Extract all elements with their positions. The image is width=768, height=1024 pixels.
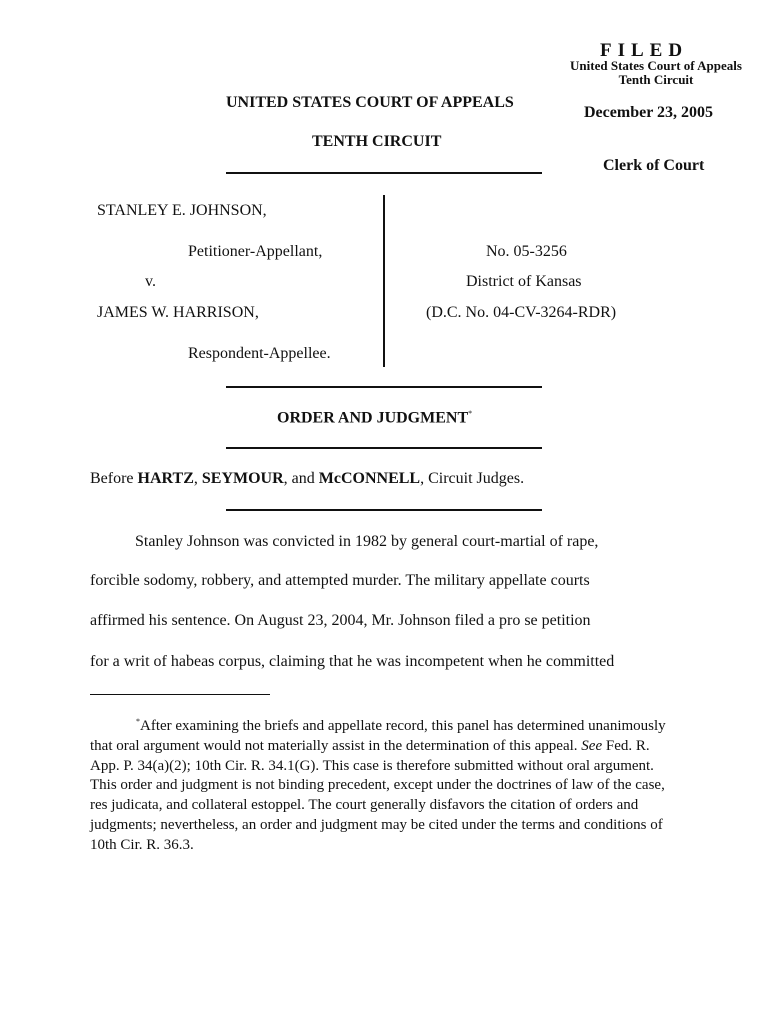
title-rule bbox=[226, 447, 542, 449]
order-title bbox=[277, 409, 472, 427]
filed-stamp-circuit: Tenth Circuit bbox=[618, 72, 694, 87]
district: District of Kansas bbox=[466, 273, 582, 290]
judge-hartz: HARTZ bbox=[137, 470, 194, 487]
case-number: No. 05-3256 bbox=[486, 243, 567, 260]
before-rule bbox=[226, 509, 542, 511]
court-name: UNITED STATES COURT OF APPEALS bbox=[226, 94, 514, 111]
petitioner-name: STANLEY E. JOHNSON, bbox=[97, 202, 267, 219]
petitioner-role: Petitioner-Appellant, bbox=[188, 243, 323, 260]
circuit-name: TENTH CIRCUIT bbox=[312, 133, 442, 150]
caption-rule bbox=[226, 386, 542, 388]
footnote-text-1: After examining the briefs and appellate record, this panel has determined unanimously that oral argument would not materially assist in the determination of this appeal. bbox=[90, 718, 666, 754]
judge-seymour: SEYMOUR bbox=[201, 470, 284, 487]
footnote-text-2: Fed. R. App. P. 34(a)(2); 10th Cir. R. 34.1(G). This case is therefore submitted without oral argument. This order and judgment is not binding precedent, except under the doctrines of law of the case, res judicata, and collateral estoppel. The court generally disfavors the citation of orders and judgments; nevertheless, an order and judgment may be cited under the terms and conditions of 10th Cir. R. 36.3. bbox=[90, 737, 665, 853]
header-rule bbox=[226, 172, 542, 174]
judge-mcconnell: McCONNELL bbox=[318, 470, 421, 487]
clerk-of-court: Clerk of Court bbox=[603, 157, 705, 174]
footnote-marker-ref: * bbox=[136, 717, 140, 726]
footnote bbox=[90, 712, 680, 856]
before-suffix: , Circuit Judges. bbox=[420, 470, 525, 487]
filed-date: December 23, 2005 bbox=[584, 104, 713, 121]
body-line-3: affirmed his sentence. On August 23, 2004, Mr. Johnson filed a pro se petition bbox=[90, 612, 591, 629]
footnote-marker: * bbox=[468, 409, 473, 418]
footnote-rule bbox=[90, 694, 270, 695]
respondent-role: Respondent-Appellee. bbox=[188, 345, 331, 362]
panel-judges bbox=[90, 470, 524, 488]
order-title-text: ORDER AND JUDGMENT bbox=[277, 409, 469, 427]
respondent-name: JAMES W. HARRISON, bbox=[97, 304, 259, 321]
body-line-1: Stanley Johnson was convicted in 1982 by general court-martial of rape, bbox=[135, 533, 599, 550]
before-prefix: Before bbox=[90, 470, 138, 487]
filed-stamp-title: FILED bbox=[600, 40, 689, 61]
filed-stamp-court: United States Court of Appeals bbox=[570, 58, 742, 73]
caption-divider bbox=[383, 195, 385, 367]
body-line-2: forcible sodomy, robbery, and attempted murder. The military appellate courts bbox=[90, 572, 590, 589]
before-sep-2: , and bbox=[283, 470, 319, 487]
versus: v. bbox=[145, 273, 156, 290]
dc-number: (D.C. No. 04-CV-3264-RDR) bbox=[426, 304, 617, 321]
body-line-4: for a writ of habeas corpus, claiming that he was incompetent when he committed bbox=[90, 653, 615, 670]
before-sep-1: , bbox=[193, 470, 202, 487]
footnote-see: See bbox=[581, 737, 603, 754]
